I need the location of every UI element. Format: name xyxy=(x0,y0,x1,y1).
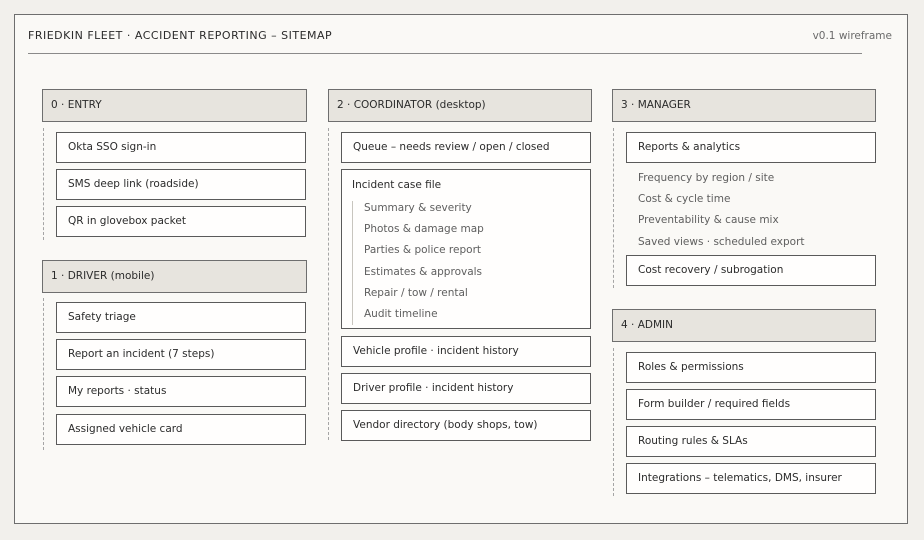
node-reports-analytics[interactable]: Reports & analytics xyxy=(626,132,876,163)
page-title: FRIEDKIN FLEET · ACCIDENT REPORTING – SITEMAP xyxy=(28,29,333,42)
section-header-admin: 4 · ADMIN xyxy=(612,309,876,342)
node-okta-sso[interactable]: Okta SSO sign-in xyxy=(56,132,306,163)
node-roles-permissions[interactable]: Roles & permissions xyxy=(626,352,876,383)
case-sub-parties[interactable]: Parties & police report xyxy=(364,244,482,256)
case-sub-photos[interactable]: Photos & damage map xyxy=(364,223,484,235)
report-sub-cost[interactable]: Cost & cycle time xyxy=(638,193,731,205)
node-qr-glovebox[interactable]: QR in glovebox packet xyxy=(56,206,306,237)
node-vendor-directory[interactable]: Vendor directory (body shops, tow) xyxy=(341,410,591,441)
report-sub-saved-views[interactable]: Saved views · scheduled export xyxy=(638,236,805,248)
report-sub-frequency[interactable]: Frequency by region / site xyxy=(638,172,775,184)
node-driver-profile[interactable]: Driver profile · incident history xyxy=(341,373,591,404)
section-header-coordinator: 2 · COORDINATOR (desktop) xyxy=(328,89,592,122)
node-my-reports[interactable]: My reports · status xyxy=(56,376,306,407)
case-file-title: Incident case file xyxy=(352,179,442,191)
node-assigned-vehicle[interactable]: Assigned vehicle card xyxy=(56,414,306,445)
node-vehicle-profile[interactable]: Vehicle profile · incident history xyxy=(341,336,591,367)
version-label: v0.1 wireframe xyxy=(812,30,892,42)
section-header-entry: 0 · ENTRY xyxy=(42,89,307,122)
node-routing-rules[interactable]: Routing rules & SLAs xyxy=(626,426,876,457)
connector-driver xyxy=(43,298,44,450)
node-cost-recovery[interactable]: Cost recovery / subrogation xyxy=(626,255,876,286)
case-sub-estimates[interactable]: Estimates & approvals xyxy=(364,266,483,278)
section-header-manager: 3 · MANAGER xyxy=(612,89,876,122)
connector-entry xyxy=(43,128,44,240)
case-sub-summary[interactable]: Summary & severity xyxy=(364,202,472,214)
node-form-builder[interactable]: Form builder / required fields xyxy=(626,389,876,420)
incident-case-file-card[interactable] xyxy=(341,169,591,329)
node-queue[interactable]: Queue – needs review / open / closed xyxy=(341,132,591,163)
case-sub-audit[interactable]: Audit timeline xyxy=(364,308,438,320)
connector-manager xyxy=(613,128,614,288)
case-file-sub-connector xyxy=(352,201,353,325)
node-sms-deep-link[interactable]: SMS deep link (roadside) xyxy=(56,169,306,200)
section-header-driver: 1 · DRIVER (mobile) xyxy=(42,260,307,293)
report-sub-preventability[interactable]: Preventability & cause mix xyxy=(638,214,779,226)
case-sub-repair[interactable]: Repair / tow / rental xyxy=(364,287,468,299)
header-divider xyxy=(28,53,862,54)
connector-admin xyxy=(613,348,614,496)
node-safety-triage[interactable]: Safety triage xyxy=(56,302,306,333)
node-report-incident[interactable]: Report an incident (7 steps) xyxy=(56,339,306,370)
node-integrations[interactable]: Integrations – telematics, DMS, insurer xyxy=(626,463,876,494)
connector-coordinator xyxy=(328,128,329,440)
